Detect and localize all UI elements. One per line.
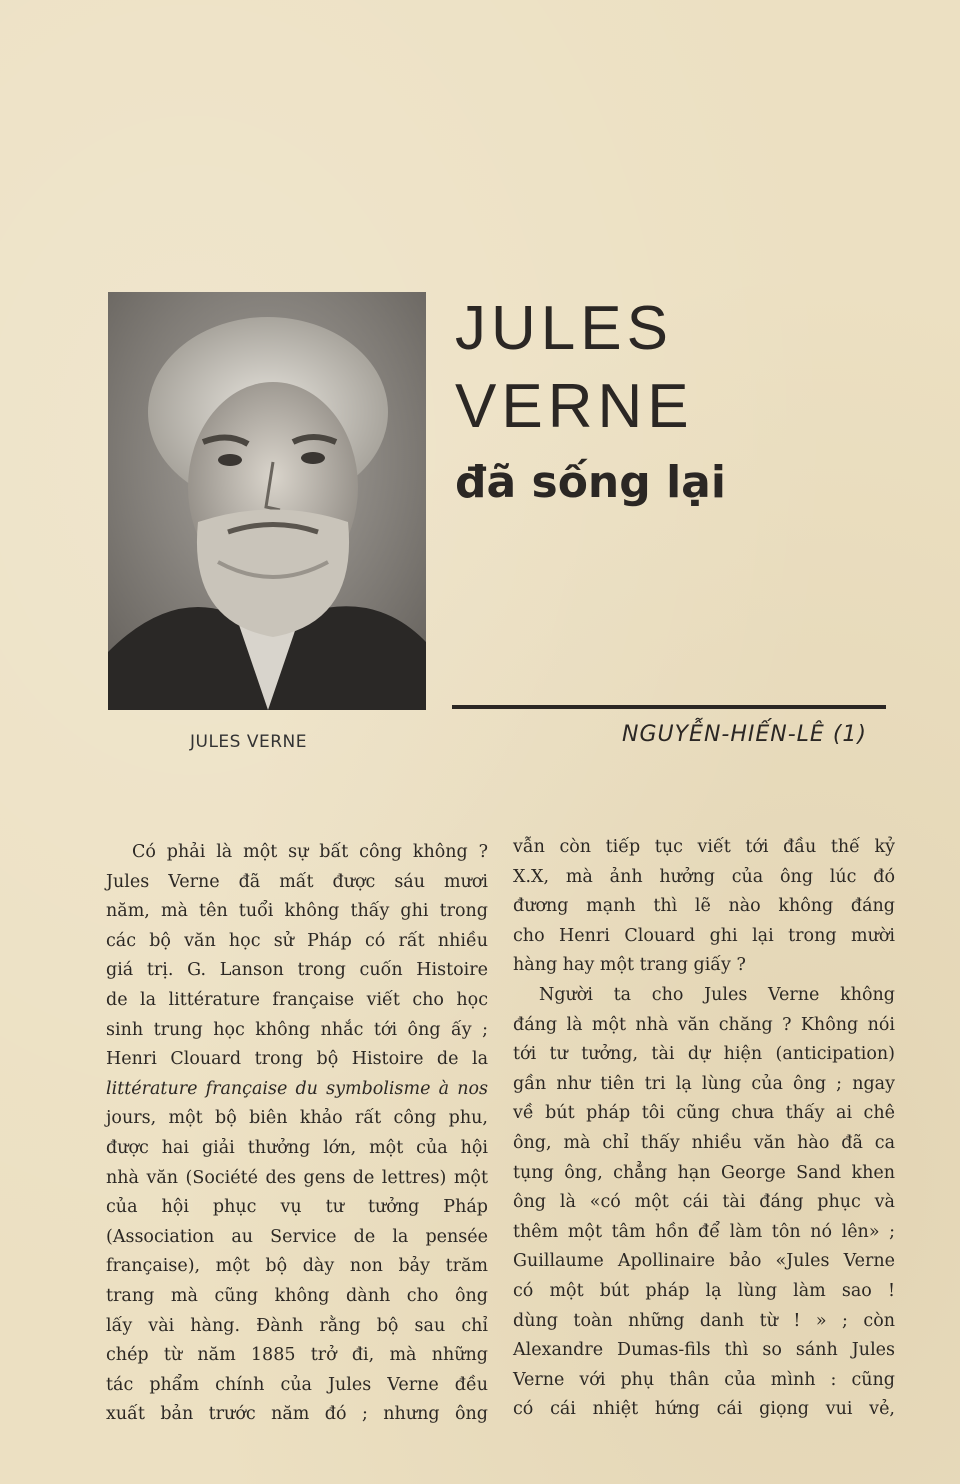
text-line: (Association au Service de la pensée [106,1226,488,1247]
text-line: Guillaume Apollinaire bảo «Jules Verne [513,1251,895,1272]
text-line: có một bút pháp lạ lùng làm sao ! [513,1280,895,1301]
text-line: về bút pháp tôi cũng chưa thấy ai chê [513,1103,895,1124]
text-line: Verne với phụ thân của mình : cũng [513,1369,895,1390]
text-line: chép từ năm 1885 trở đi, mà những [106,1345,488,1366]
left-column [106,838,488,1430]
text-line: Có phải là một sự bất công không ? [132,842,488,862]
text-line: Jules Verne đã mất được sáu mươi [106,871,488,892]
text-line: française), một bộ dày non bảy trăm [106,1256,488,1277]
text-line: sinh trung học không nhắc tới ông ấy ; [106,1019,488,1040]
text-line: hàng hay một trang giấy ? [513,955,746,976]
text-line: tụng ông, chẳng hạn George Sand khen [513,1162,895,1183]
author-byline: NGUYỄN-HIẾN-LÊ (1) [622,722,867,747]
text-line: ông là «có một cái tài đáng phục và [513,1192,895,1213]
text-line: thêm một tâm hồn để làm tôn nó lên» ; [513,1221,895,1242]
text-line: của hội phục vụ tư tưởng Pháp [106,1197,488,1218]
text-line: littérature française du symbolisme à nos [106,1078,488,1099]
text-line: nhà văn (Société des gens de lettres) một [106,1167,488,1188]
text-line: giá trị. G. Lanson trong cuốn Histoire [106,960,488,981]
right-column [513,833,895,1425]
text-line: năm, mà tên tuổi không thấy ghi trong [106,901,488,922]
text-line: tới tư tưởng, tài dự hiện (anticipation) [513,1044,895,1065]
portrait-illustration [108,292,426,710]
text-line: Henri Clouard trong bộ Histoire de la [106,1049,488,1070]
text-line: các bộ văn học sử Pháp có rất nhiều [106,930,488,951]
article-title [455,290,885,518]
text-line: tác phẩm chính của Jules Verne đều [106,1374,488,1395]
portrait-photo [108,292,426,710]
title-line-3: đã sống lại [455,457,726,508]
text-line: lấy vài hàng. Đành rằng bộ sau chỉ [106,1315,488,1336]
photo-caption: JULES VERNE [190,732,308,752]
text-line: de la littérature française viết cho học [106,989,488,1010]
text-line: dùng toàn những danh từ ! » ; còn [513,1310,895,1331]
title-divider [452,705,886,709]
text-line: X.X, mà ảnh hưởng của ông lúc đó [513,866,895,887]
text-line: jours, một bộ biên khảo rất công phu, [106,1108,488,1129]
text-line: đáng là một nhà văn chăng ? Không nói [513,1014,895,1035]
text-line: gần như tiên tri lạ lùng của ông ; ngay [513,1073,895,1094]
text-line: đương mạnh thì lẽ nào không đáng [513,896,895,917]
text-line: vẫn còn tiếp tục viết tới đầu thế kỷ [513,837,895,857]
text-line: có cái nhiệt hứng cái giọng vui vẻ, [513,1399,895,1420]
text-line: xuất bản trước năm đó ; nhưng ông [106,1404,488,1425]
text-line: Người ta cho Jules Verne không [539,984,895,1005]
title-line-2: VERNE [455,372,694,441]
text-line: cho Henri Clouard ghi lại trong mười [513,925,895,946]
text-line: Alexandre Dumas-fils thì so sánh Jules [513,1340,895,1361]
text-line: được hai giải thưởng lớn, một của hội [106,1137,488,1158]
text-line: ông, mà chỉ thấy nhiều văn hào đã ca [513,1132,895,1153]
text-line: trang mà cũng không dành cho ông [106,1285,488,1306]
title-line-1: JULES [455,294,673,363]
